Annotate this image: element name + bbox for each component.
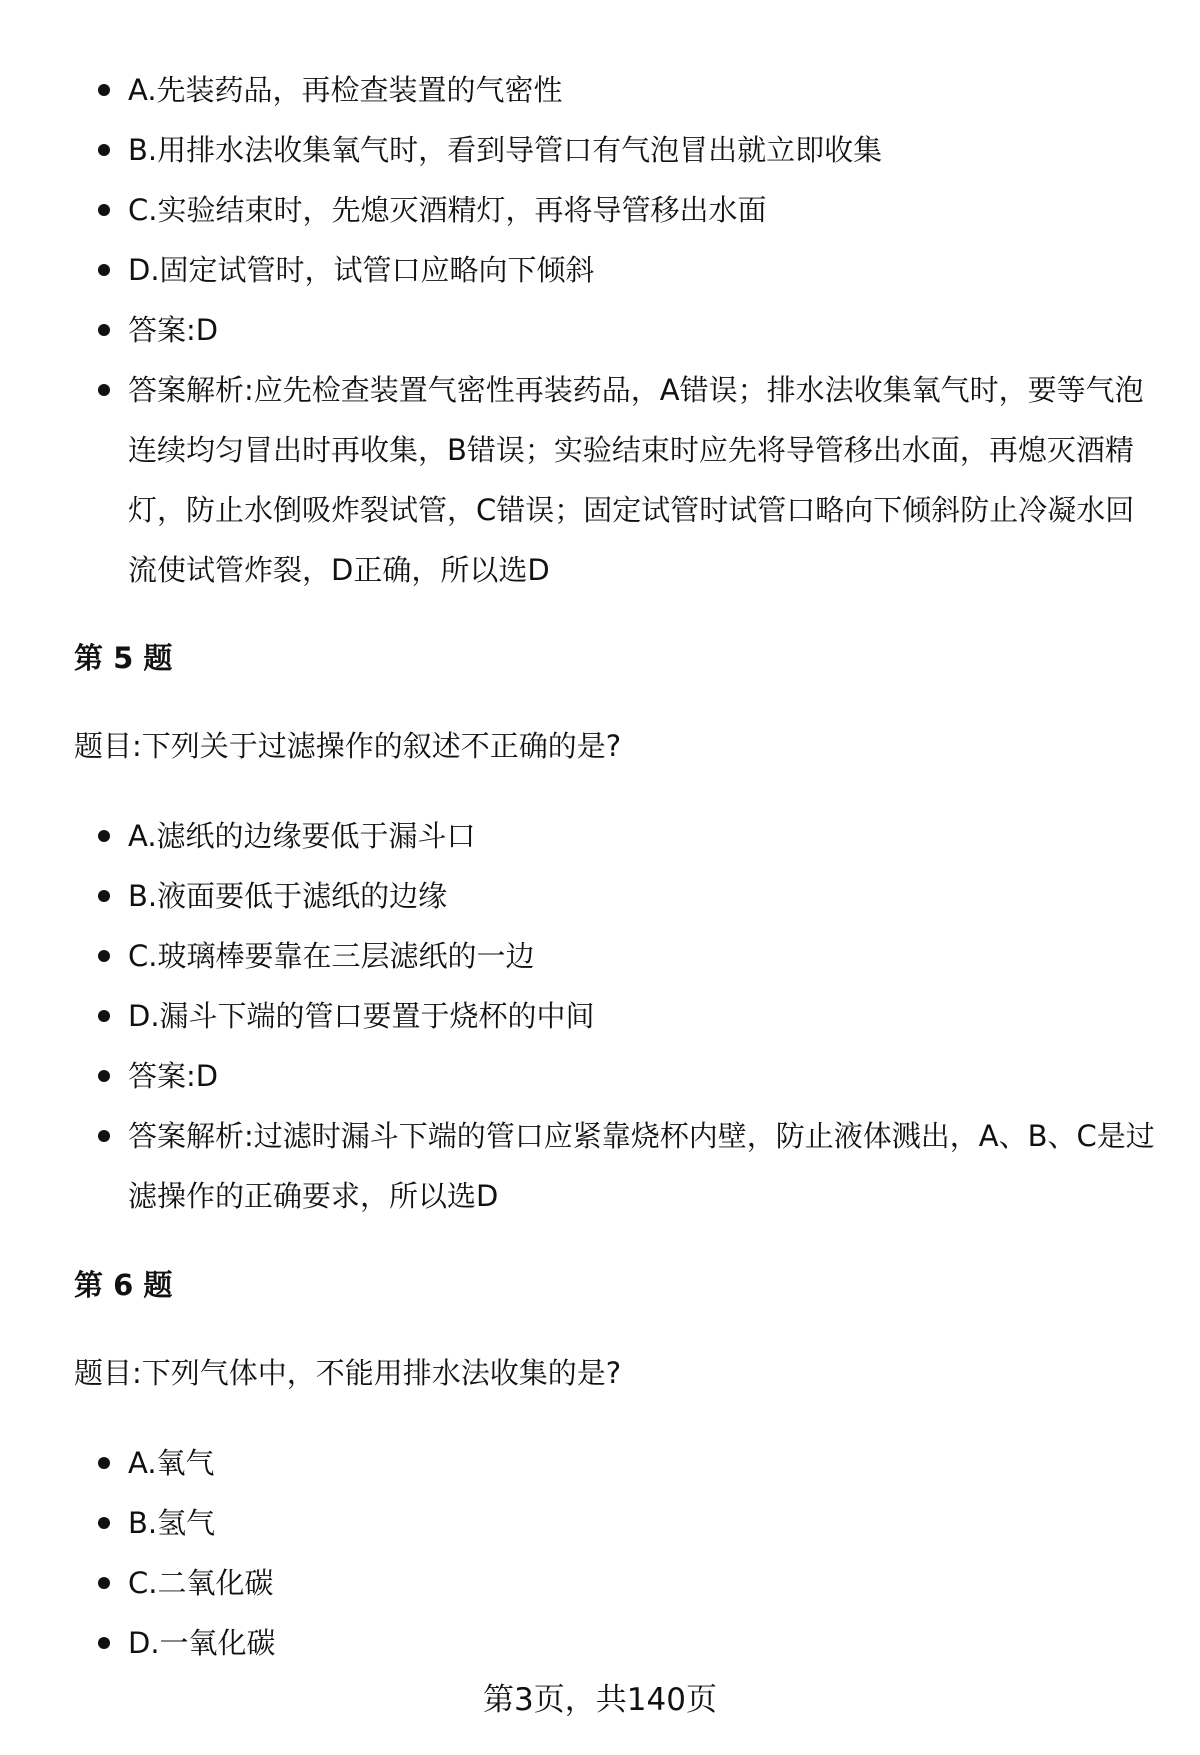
bullet-icon xyxy=(98,950,110,962)
answer-text: 答案:D xyxy=(128,1059,219,1093)
option-text: B.用排水法收集氧气时，看到导管口有气泡冒出就立即收集 xyxy=(128,133,883,167)
question-4-options xyxy=(0,60,1200,600)
question-6-stem: 题目:下列气体中，不能用排水法收集的是? xyxy=(74,1356,622,1390)
bullet-icon xyxy=(98,1457,110,1469)
bullet-icon xyxy=(98,1517,110,1529)
option-text: B.氢气 xyxy=(128,1506,216,1540)
answer-analysis xyxy=(0,1106,1200,1226)
question-5-block xyxy=(0,806,1200,1226)
option-a xyxy=(0,806,1200,866)
option-c xyxy=(0,1553,1200,1613)
bullet-icon xyxy=(98,324,110,336)
option-text: D.漏斗下端的管口要置于烧杯的中间 xyxy=(128,999,595,1033)
option-text: C.二氧化碳 xyxy=(128,1566,274,1600)
option-a xyxy=(0,60,1200,120)
bullet-icon xyxy=(98,384,110,396)
question-5-options xyxy=(0,806,1200,1226)
bullet-icon xyxy=(98,890,110,902)
option-b xyxy=(0,120,1200,180)
bullet-icon xyxy=(98,144,110,156)
bullet-icon xyxy=(98,84,110,96)
bullet-icon xyxy=(98,1010,110,1022)
option-b xyxy=(0,866,1200,926)
bullet-icon xyxy=(98,830,110,842)
page-footer: 第3页，共140页 xyxy=(483,1682,717,1718)
option-text: C.玻璃棒要靠在三层滤纸的一边 xyxy=(128,939,535,973)
option-c xyxy=(0,180,1200,240)
question-6-heading: 第 6 题 xyxy=(74,1268,173,1302)
bullet-icon xyxy=(98,1070,110,1082)
option-d xyxy=(0,986,1200,1046)
option-d xyxy=(0,1613,1200,1673)
question-6-block xyxy=(0,1433,1200,1673)
option-b xyxy=(0,1493,1200,1553)
bullet-icon xyxy=(98,1637,110,1649)
option-text: A.氧气 xyxy=(128,1446,215,1480)
question-5-stem: 题目:下列关于过滤操作的叙述不正确的是? xyxy=(74,729,622,763)
question-4-block xyxy=(0,60,1200,600)
option-text: A.先装药品，再检查装置的气密性 xyxy=(128,73,563,107)
bullet-icon xyxy=(98,1577,110,1589)
analysis-text: 答案解析:过滤时漏斗下端的管口应紧靠烧杯内壁，防止液体溅出，A、B、C是过滤操作的正确要求，所以选D xyxy=(128,1119,1155,1213)
option-text: A.滤纸的边缘要低于漏斗口 xyxy=(128,819,476,853)
option-text: B.液面要低于滤纸的边缘 xyxy=(128,879,448,913)
answer-analysis xyxy=(0,360,1200,600)
question-5-heading: 第 5 题 xyxy=(74,641,173,675)
answer-text: 答案:D xyxy=(128,313,219,347)
question-6-options xyxy=(0,1433,1200,1673)
option-text: C.实验结束时，先熄灭酒精灯，再将导管移出水面 xyxy=(128,193,767,227)
option-text: D.一氧化碳 xyxy=(128,1626,276,1660)
bullet-icon xyxy=(98,264,110,276)
answer xyxy=(0,1046,1200,1106)
option-text: D.固定试管时，试管口应略向下倾斜 xyxy=(128,253,595,287)
bullet-icon xyxy=(98,1130,110,1142)
option-a xyxy=(0,1433,1200,1493)
option-d xyxy=(0,240,1200,300)
answer xyxy=(0,300,1200,360)
option-c xyxy=(0,926,1200,986)
bullet-icon xyxy=(98,204,110,216)
analysis-text: 答案解析:应先检查装置气密性再装药品，A错误；排水法收集氧气时，要等气泡连续均匀冒出时再收集，B错误；实验结束时应先将导管移出水面，再熄灭酒精灯，防止水倒吸炸裂试管，C错误；固定试管时试管口略向下倾斜防止冷凝水回流使试管炸裂，D正确，所以选D xyxy=(128,373,1144,587)
